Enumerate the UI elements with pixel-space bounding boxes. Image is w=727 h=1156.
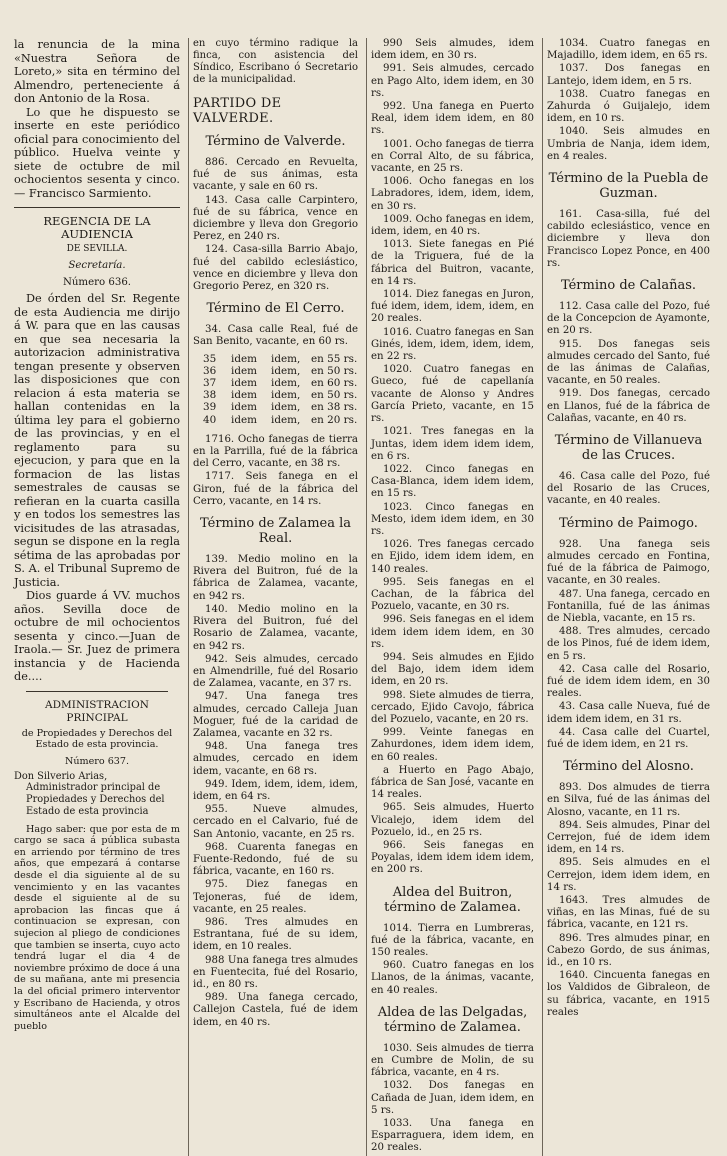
property-entry: 143. Casa calle Carpintero, fué de su fábrica, vence en diciembre y lleva don Gregorio Perez, en 240 rs. [193, 194, 358, 243]
puebla-list [547, 209, 710, 270]
cerro-more-list [193, 434, 358, 508]
property-entry: 1014. Diez fanegas en Juron, fué idem, idem, idem, idem, en 20 reales. [371, 289, 534, 325]
column-1 [14, 38, 180, 1156]
aldea-delgadas-heading: Aldea de las Delgadas, término de Zalamea. [377, 1004, 528, 1035]
property-entry: 942. Seis almudes, cercado en Almendrille, fué del Rosario de Zalamea, vacante, en 37 rs. [193, 653, 358, 690]
property-entry: 1023. Cinco fanegas en Mesto, idem idem idem, en 30 rs. [371, 501, 534, 537]
cerro-row [193, 377, 358, 389]
mine-renunciation-text: la renuncia de la mina «Nuestra Señora de Loreto,» sita en término del Almendro, perteneciente á don Antonio de la Rosa. [14, 38, 180, 105]
cerro-cell: 36 [203, 364, 217, 377]
numero-636: Número 636. [62, 277, 132, 288]
property-entry: 966. Seis fanegas en Poyalas, idem idem idem idem, en 200 rs. [371, 840, 534, 876]
cerro-cell: idem [231, 377, 257, 390]
termino-paimogo-heading: Término de Paimogo. [559, 515, 698, 531]
property-entry: 1006. Ocho fanegas en los Labradores, idem, idem, idem, en 30 rs. [371, 176, 534, 212]
termino-cerro-heading: Término de El Cerro. [206, 301, 345, 317]
admin-title: ADMINISTRACION PRINCIPAL [45, 698, 149, 724]
cerro-cell: en 38 rs. [311, 401, 358, 414]
cerro-row [193, 389, 358, 401]
property-entry: 487. Una fanega, cercado en Fontanilla, fué de las ánimas de Niebla, vacante, en 15 rs. [547, 588, 710, 624]
property-entry: 991. Seis almudes, cercado en Pago Alto, idem idem, en 30 rs. [371, 63, 534, 99]
property-entry: 996. Seis fanegas en el idem idem idem idem idem, en 30 rs. [371, 614, 534, 650]
property-entry: 1038. Cuatro fanegas en Zahurda ó Guijalejo, idem idem, en 10 rs. [547, 88, 710, 125]
property-entry: 42. Casa calle del Rosario, fué de idem idem idem, en 30 reales. [547, 663, 710, 700]
regencia-closing: Dios guarde á VV. muchos años. Sevilla doce de octubre de mil ochocientos sesenta y cinco.—Juan de Iraola.— Sr. Juez de primera instancia y de Hacienda de.... [14, 589, 180, 683]
property-entry: 886. Cercado en Revuelta, fué de sus ánimas, esta vacante, y sale en 60 rs. [193, 157, 358, 193]
property-entry: 161. Casa-silla, fué del cabildo eclesiástico, vence en diciembre y lleva don Francisco Lopez Ponce, en 400 rs. [547, 209, 710, 269]
admin-subtitle: de Propiedades y Derechos del Estado de esta provincia. [21, 727, 173, 750]
cerro-cell: 40 [203, 413, 217, 426]
property-entry: 1643. Tres almudes de viñas, en las Minas, fué de su fábrica, vacante, en 121 rs. [547, 894, 710, 931]
property-entry: 896. Tres almudes pinar, en Cabezo Gordo, de sus ánimas, id., en 10 rs. [547, 932, 710, 968]
termino-villanueva-heading: Término de Villanueva de las Cruces. [554, 433, 703, 464]
property-entry: 1030. Seis almudes de tierra en Cumbre de Molin, de su fábrica, vacante, en 4 rs. [371, 1042, 534, 1079]
property-entry: 893. Dos almudes de tierra en Silva, fué de las ánimas del Alosno, vacante, en 11 rs. [547, 782, 710, 818]
aldea-buitron-heading: Aldea del Buitron, término de Zalamea. [384, 884, 521, 915]
zalamea-list [193, 554, 358, 1029]
property-entry: 994. Seis almudes en Ejido del Bajo, idem idem idem idem, en 20 rs. [371, 651, 534, 688]
property-entry: 1009. Ocho fanegas en idem, idem, idem, en 40 rs. [371, 213, 534, 238]
column-4 [542, 38, 710, 1156]
cerro-entry-34: 34. Casa calle Real, fué de San Benito, vacante, en 60 rs. [193, 324, 358, 348]
delgadas-list [371, 1043, 534, 1155]
property-entry: 965. Seis almudes, Huerto Vicalejo, idem idem del Pozuelo, id., en 25 rs. [371, 802, 534, 838]
cerro-cell: 38 [203, 389, 217, 402]
property-entry: 1640. Cincuenta fanegas en los Valdidos de Gibraleon, de su fábrica, vacante, en 1915 reales [547, 970, 710, 1018]
property-entry: 988 Una fanega tres almudes en Fuentecita, fué del Rosario, id., en 80 rs. [193, 954, 358, 990]
auction-notice: Hago saber: que por esta de m cargo se saca á pública subasta en arriendo por término de tres años, que empezará á contarse desde el dia siguiente al de su vencimiento y en las vacantes desde el siguiente al de su aprobacion las fincas que á continuacion se expresan, con sujecion al pliego de condiciones que tambien se inserta, cuyo acto tendrá lugar el dia 4 de noviembre próximo de doce á una de su mañana, ante mi presencia la del oficial primero interventor y Escribano de Hacienda, y otros simultáneos ante el Alcalde del pueblo [14, 823, 180, 1032]
cerro-cell: idem, [271, 364, 301, 377]
property-entry: 998. Siete almudes de tierra, cercado, Ejido Cavojo, fábrica del Pozuelo, vacante, en 20 rs. [371, 689, 534, 725]
paimogo-list [547, 539, 710, 751]
numero-637: Número 637. [64, 755, 130, 767]
buitron-list [371, 923, 534, 997]
column-2 [188, 38, 358, 1156]
property-entry: 975. Diez fanegas en Tejoneras, fué de idem, vacante, en 25 reales. [193, 879, 358, 915]
property-entry: 43. Casa calle Nueva, fué de idem idem idem, en 31 rs. [547, 701, 710, 725]
property-entry: 46. Casa calle del Pozo, fué del Rosario de las Cruces, vacante, en 40 reales. [547, 471, 710, 507]
property-entry: 995. Seis fanegas en el Cachan, de la fábrica del Pozuelo, vacante, en 30 rs. [371, 576, 534, 613]
divider [14, 207, 180, 208]
property-entry: 968. Cuarenta fanegas en Fuente-Redondo, fué de su fábrica, vacante, en 160 rs. [193, 841, 358, 878]
termino-puebla-heading: Término de la Puebla de Guzman. [548, 171, 709, 202]
property-entry: 947. Una fanega tres almudes, cercado Calleja Juan Moguer, fué de la caridad de Zalamea, vacante en 32 rs. [193, 691, 358, 739]
property-entry: 1020. Cuatro fanegas en Gueco, fué de capellanía vacante de Alonso y Andres García Prieto, vacante, en 15 rs. [371, 364, 534, 425]
property-entry: 1040. Seis almudes en Umbria de Nanja, idem idem, en 4 reales. [547, 126, 710, 162]
termino-valverde-heading: Término de Valverde. [205, 134, 346, 149]
property-entry: 989. Una fanega cercado, Callejon Castela, fué de idem idem, en 40 rs. [193, 992, 358, 1028]
cerro-cell: en 20 rs. [311, 413, 358, 426]
property-entry: 949. Idem, idem, idem, idem, idem, en 64 rs. [193, 778, 358, 802]
property-entry: 1021. Tres fanegas en la Juntas, idem idem idem idem, en 6 rs. [371, 426, 534, 462]
property-entry: 1032. Dos fanegas en Cañada de Juan, idem idem, en 5 rs. [371, 1080, 534, 1116]
property-entry: 1037. Dos fanegas en Lantejo, idem idem, en 5 rs. [547, 63, 710, 87]
property-entry: 955. Nueve almudes, cercado en el Calvario, fué de San Antonio, vacante, en 25 rs. [193, 804, 358, 840]
cerro-cell: en 55 rs. [311, 352, 358, 365]
termino-calanas-heading: Término de Calañas. [560, 278, 697, 294]
cerro-cell: idem [231, 364, 257, 377]
property-entry: 919. Dos fanegas, cercado en Llanos, fué de la fábrica de Calañas, vacante, en 40 rs. [547, 388, 710, 424]
cerro-cell: en 60 rs. [311, 377, 358, 390]
property-entry: 1013. Siete fanegas en Pié de la Triguera, fué de la fábrica del Buitron, vacante, en 14 rs. [371, 239, 534, 287]
column-4-continued-list [547, 38, 710, 163]
termino-alosno-heading: Término del Alosno. [563, 759, 694, 775]
property-entry: 1001. Ocho fanegas de tierra en Corral Alto, de su fábrica, vacante, en 25 rs. [371, 138, 534, 175]
cerro-table [193, 353, 358, 426]
cerro-cell: idem [231, 389, 257, 402]
cerro-cell: 39 [203, 401, 217, 414]
property-entry: 1034. Cuatro fanegas en Majadillo, idem idem, en 65 rs. [547, 38, 710, 62]
valverde-list [193, 157, 358, 293]
cerro-cell: en 50 rs. [311, 389, 358, 402]
cerro-cell: idem, [271, 401, 301, 414]
property-entry: 139. Medio molino en la Rivera del Buitron, fué de la fábrica de Zalamea, vacante, en 942 rs. [193, 554, 358, 602]
regencia-body: De órden del Sr. Regente de esta Audiencia me dirijo á W. para que en las causas en que sea necesaria la autorizacion administrativa tengan presente y observen las disposiciones que con relacion á esta materia se hallan contenidas en la última ley para el gobierno de las provincias, y en el reglamento para su ejecucion, y para que en la formacion de las listas semestrales de causas se refieran en la cuarta casilla y en todos los semestres las vicisitudes de las atrasadas, segun se dispone en la regla sétima de las aprobadas por S. A. el Tribunal Supremo de Justicia. [14, 292, 180, 589]
property-entry: 894. Seis almudes, Pinar del Cerrejon, fué de idem idem idem, en 14 rs. [547, 819, 710, 856]
cerro-cell: idem, [271, 352, 301, 365]
cerro-row [193, 353, 358, 365]
cerro-cell: idem, [271, 413, 301, 426]
cerro-cell: 35 [203, 352, 217, 365]
regencia-title: REGENCIA DE LA AUDIENCIA [43, 214, 151, 241]
regencia-subtitle: DE SEVILLA. [66, 244, 128, 254]
property-entry: 928. Una fanega seis almudes cercado en Fontina, fué de la fábrica de Paimogo, vacante, en 30 reales. [547, 538, 710, 587]
official-name: Don Silverio Arias, Administrador principal de Propiedades y Derechos del Estado de esta provincia [14, 770, 165, 817]
property-entry: 1016. Cuatro fanegas en San Ginés, idem, idem, idem, idem, en 22 rs. [371, 326, 534, 363]
property-entry: 1026. Tres fanegas cercado en Ejido, idem idem idem, en 140 reales. [371, 539, 534, 575]
cerro-cell: idem, [271, 389, 301, 402]
alosno-list [547, 782, 710, 1019]
property-entry: 1022. Cinco fanegas en Casa-Blanca, idem idem idem, en 15 rs. [371, 463, 534, 500]
property-entry: 124. Casa-silla Barrio Abajo, fué del cabildo eclesiástico, vence en diciembre y lleva don Gregorio Perez, en 320 rs. [193, 244, 358, 293]
cerro-row [193, 365, 358, 377]
property-entry: 992. Una fanega en Puerto Real, idem idem idem, en 80 rs. [371, 101, 534, 137]
property-entry: 895. Seis almudes en el Cerrejon, idem idem idem, en 14 rs. [547, 857, 710, 893]
property-entry: 1033. Una fanega en Esparraguera, idem idem, en 20 reales. [371, 1118, 534, 1154]
column-2-intro: en cuyo término radique la finca, con asistencia del Síndico, Escribano ó Secretario de la municipalidad. [193, 38, 358, 85]
cerro-cell: idem, [271, 377, 301, 390]
villanueva-list [547, 471, 710, 508]
cerro-row [193, 401, 358, 413]
property-entry: 1716. Ocho fanegas de tierra en la Parrilla, fué de la fábrica del Cerro, vacante, en 38 rs. [193, 433, 358, 470]
property-entry: 140. Medio molino en la Rivera del Buitron, fué del Rosario de Zalamea, vacante, en 942 rs. [193, 603, 358, 652]
partido-valverde-heading: PARTIDO DE VALVERDE. [193, 96, 282, 126]
divider [26, 691, 168, 692]
termino-zalamea-heading: Término de Zalamea la Real. [199, 516, 352, 547]
property-entry: 999. Veinte fanegas en Zahurdones, idem idem idem, en 60 reales. [371, 727, 534, 763]
property-entry: 960. Cuatro fanegas en los Llanos, de la ánimas, vacante, en 40 reales. [371, 960, 534, 996]
cerro-cell: idem [231, 413, 257, 426]
property-entry: 915. Dos fanegas seis almudes cercado del Santo, fué de las ánimas de Calañas, vacante, en 50 reales. [547, 338, 710, 387]
newspaper-page [14, 38, 714, 1154]
calanas-list [547, 301, 710, 425]
property-entry: 1014. Tierra en Lumbreras, fué de la fábrica, vacante, en 150 reales. [371, 922, 534, 959]
cerro-cell: idem [231, 401, 257, 414]
cerro-cell: idem [231, 352, 257, 365]
property-entry: 44. Casa calle del Cuartel, fué de idem idem, en 21 rs. [547, 726, 710, 750]
cerro-row [193, 414, 358, 426]
property-entry: 986. Tres almudes en Estrantana, fué de su idem, idem, en 10 reales. [193, 916, 358, 953]
property-entry: 990 Seis almudes, idem idem idem, en 30 rs. [371, 38, 534, 62]
cerro-cell: en 50 rs. [311, 364, 358, 377]
property-entry: 948. Una fanega tres almudes, cercado en idem idem, vacante, en 68 rs. [193, 741, 358, 777]
zalamea-continued-list [371, 38, 534, 877]
secretaria-heading: Secretaría. [68, 260, 126, 271]
property-entry: 112. Casa calle del Pozo, fué de la Concepcion de Ayamonte, en 20 rs. [547, 301, 710, 337]
column-3 [366, 38, 534, 1156]
publication-paragraph: Lo que he dispuesto se inserte en este periódico oficial para conocimiento del público. Huelva veinte y siete de octubre de mil ochocientos sesenta y cinco.— Francisco Sarmiento. [14, 105, 180, 200]
property-entry: 488. Tres almudes, cercado de los Pinos, fué de idem idem, en 5 rs. [547, 626, 710, 662]
cerro-cell: 37 [203, 377, 217, 390]
property-entry: a Huerto en Pago Abajo, fábrica de San José, vacante en 14 reales. [371, 764, 534, 801]
property-entry: 1717. Seis fanega en el Giron, fué de la fábrica del Cerro, vacante, en 14 rs. [193, 471, 358, 507]
